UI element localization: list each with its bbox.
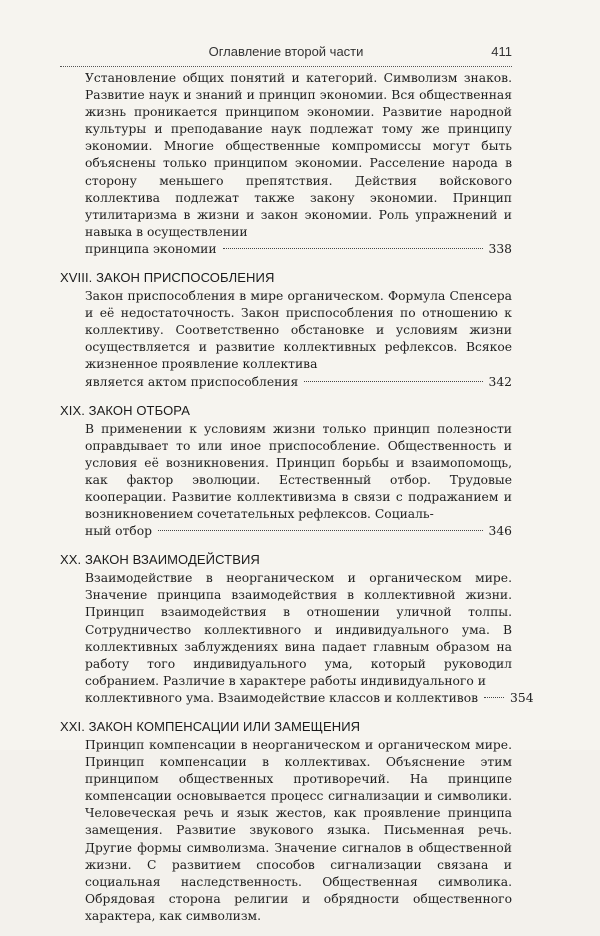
page-number: 411: [491, 44, 512, 59]
toc-entry-page-number: 338: [488, 241, 512, 256]
toc-entry-last-text: коллективного ума. Взаимодействие классов и коллективов: [85, 690, 479, 705]
running-header-title: Оглавление второй части: [208, 44, 364, 59]
dot-leader: [304, 381, 482, 382]
toc-content: [60, 70, 534, 936]
toc-entry-description: Закон приспособления в мире органическом. Формула Спенсера и её недостаточность. Закон приспособления по отношению к коллективу. Соответственно обстановке и условиям жизни осуществляется и развитие коллективных рефлексов. Всякое жизненное проявление коллектива: [85, 289, 512, 372]
toc-entry-page-line[interactable]: [60, 523, 512, 540]
toc-entry-description: Взаимодействие в неорганическом и органическом мире. Значение принципа взаимодействия в коллективной жизни. Принцип взаимодействия в отношении уличной толпы. Сотрудничество коллективного и индивидуального ума. В коллективных заблуждениях вина падает главным образом на работу того индивидуального ума, который руководил собранием. Различие в характере работы индивидуального и: [85, 571, 512, 688]
chapter-heading[interactable]: XIX. ЗАКОН ОТБОРА: [60, 402, 190, 418]
dot-leader: [223, 248, 483, 249]
chapter-heading[interactable]: XXI. ЗАКОН КОМПЕНСАЦИИ ИЛИ ЗАМЕЩЕНИЯ: [60, 719, 361, 734]
toc-entry-xxi: [60, 718, 512, 925]
toc-entry-economy-continued: [60, 70, 512, 258]
chapter-heading[interactable]: XX. ЗАКОН ВЗАИМОДЕЙСТВИЯ: [60, 552, 260, 568]
toc-entry-description: Установление общих понятий и категорий. Символизм знаков. Развитие наук и знаний и принцип экономии. Вся общественная жизнь проникается принципом экономии. Развитие народной культуры и преподавание наук подлежат тому же принципу экономии. Многие общественные компромиссы могут быть объяснены только принципом экономии. Расселение народа в сторону меньшего препятствия. Действия войскового коллектива подлежат также закону экономии. Принцип утилитаризма в жизни и закон экономии. Роль упражнений и навыка в осуществлении: [85, 71, 512, 239]
header-dotted-rule: [60, 66, 512, 67]
toc-entry-xix: [60, 402, 512, 541]
dot-leader: [158, 530, 483, 531]
running-header: [60, 44, 512, 64]
dot-leader: [484, 697, 504, 698]
toc-entry-last-text: ный отбор: [85, 524, 152, 539]
toc-entry-page-number: 354: [510, 690, 534, 705]
toc-entry-description: Принцип компенсации в неорганическом и органическом мире. Принцип компенсации в коллективах. Объяснение этим принципом общественных противоречий. На принципе компенсации основывается процесс сигнализации и символики. Человеческая речь и язык жестов, как проявление принципа замещения. Развитие звукового языка. Письменная речь. Другие формы символизма. Значение сигналов в общественной жизни. С развитием способов сигнализации связана и социальная наследственность. Общественная символика. Обрядовая сторона религии и обрядности общественного характера, как символизм.: [85, 738, 512, 923]
toc-entry-description: В применении к условиям жизни только принцип полезности оправдывает то или иное приспособление. Общественность и условия её возникновения. Принцип борьбы и взаимопомощь, как фактор эволюции. Естественный отбор. Трудовые кооперации. Развитие коллективизма в связи с подражанием и возникновением сочетательных рефлексов. Социаль-: [85, 421, 512, 522]
toc-entry-xx: [60, 551, 534, 707]
toc-entry-page-line[interactable]: [60, 241, 512, 258]
toc-entry-last-text: принципа экономии: [85, 241, 217, 256]
toc-entry-page-number: 342: [488, 374, 512, 389]
toc-entry-xviii: [60, 269, 512, 391]
toc-entry-last-text: является актом приспособления: [85, 374, 299, 389]
chapter-heading[interactable]: XVIII. ЗАКОН ПРИСПОСОБЛЕНИЯ: [60, 270, 275, 286]
toc-entry-page-line[interactable]: [60, 690, 534, 707]
toc-entry-page-number: 346: [488, 524, 512, 539]
toc-entry-page-line[interactable]: [60, 374, 512, 391]
